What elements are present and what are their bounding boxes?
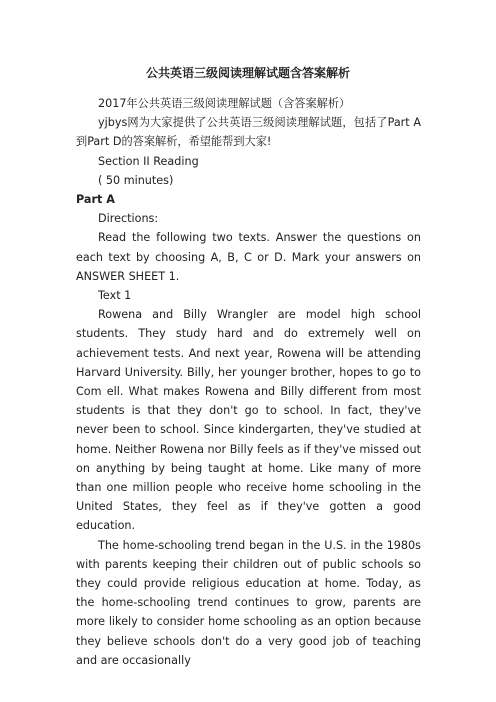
document-title: 公共英语三级阅读理解试题含答案解析 (145, 66, 350, 80)
intro-paragraph: yjbys网为大家提供了公共英语三级阅读理解试题，包括了Part A到Part D的答案解析，希望能帮到大家! (76, 116, 421, 149)
part-heading: Part A (76, 193, 115, 207)
section-heading: Section II Reading (98, 154, 199, 168)
subtitle-paragraph: 2017年公共英语三级阅读理解试题（含答案解析） (98, 97, 351, 110)
body-paragraph: The home-schooling trend began in the U.S. in the 1980s with parents keeping their children out of public schools so they could provide religious education at home. Today, as the home-schooling trend continues to grow, parents are more likely to consider home schooling as an option because they believe schools don't do a very good job of teaching and are occasionally (76, 538, 421, 667)
body-paragraph: Rowena and Billy Wrangler are model high school students. They study hard and do extremely well on achievement tests. And next year, Rowena will be attending Harvard University. Billy, her younger brother, hopes to go to Com ell. What makes Rowena and Billy different from most students is that they don't go to school. In fact, they've never been to school. Since kindergarten, they've studied at home. Neither Rowena nor Billy feels as if they've missed out on anything by being taught at home. Like many of more than one million people who receive home schooling in the United States, they feel as if they've gotten a good education. (76, 308, 421, 533)
directions-text: Read the following two texts. Answer the questions on each text by choosing A, B, C or D. Mark your answers on ANSWER SHEET 1. (76, 231, 421, 283)
document-body (76, 94, 421, 670)
directions-label: Directions: (98, 212, 159, 226)
time-limit: ( 50 minutes) (98, 173, 174, 187)
text-heading: Text 1 (98, 289, 132, 303)
